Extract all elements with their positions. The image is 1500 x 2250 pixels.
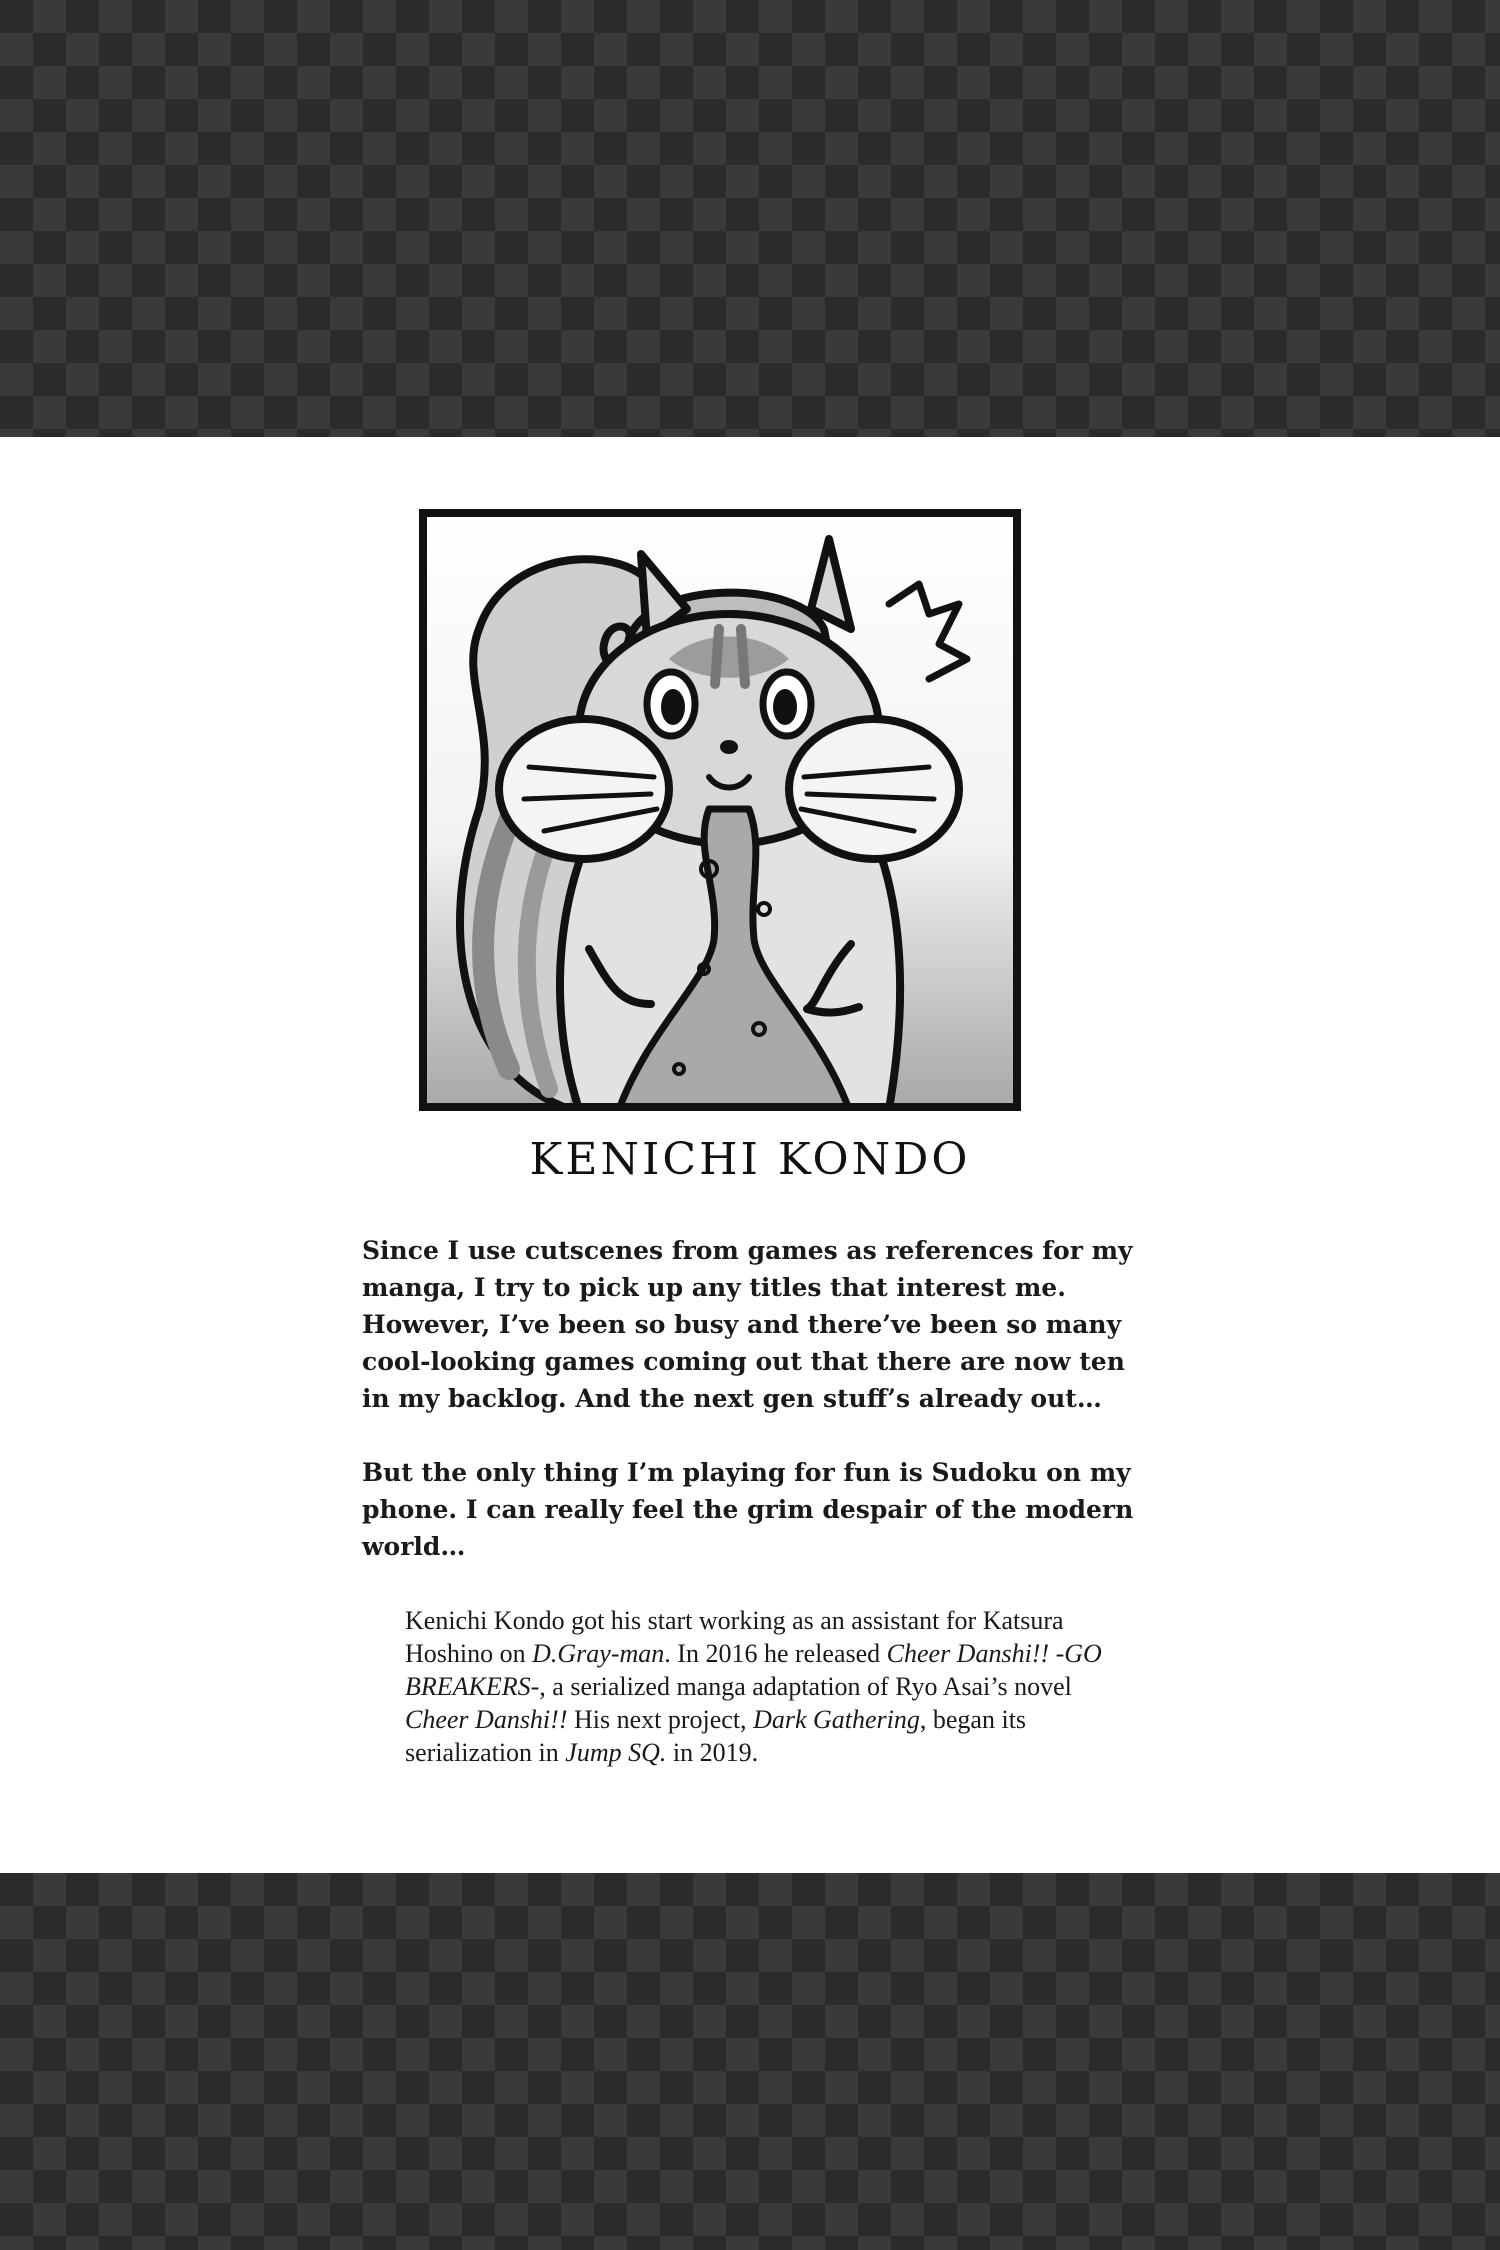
checkered-bottom-band bbox=[0, 1873, 1500, 2250]
bio-text-3: , a serialized manga adaptation of Ryo Asai’s novel bbox=[539, 1672, 1072, 1701]
bio-text-4: His next project, bbox=[567, 1705, 754, 1734]
message-paragraph-1: Since I use cutscenes from games as references for my manga, I try to pick up any titles that interest me. However, I’ve been so busy and there’ve been so many cool-looking games coming out that there are now ten in my backlog. And the next gen stuff’s already out… bbox=[362, 1236, 1133, 1413]
bio-title-jump-sq: Jump SQ. bbox=[565, 1738, 667, 1767]
author-bio bbox=[405, 1604, 1125, 1769]
author-message bbox=[362, 1232, 1142, 1565]
author-portrait bbox=[419, 509, 1021, 1111]
message-paragraph-2: But the only thing I’m playing for fun is Sudoku on my phone. I can really feel the grim despair of the modern world… bbox=[362, 1458, 1134, 1561]
author-name: KENICHI KONDO bbox=[529, 1134, 971, 1185]
bio-text-5: , began its serialization in bbox=[405, 1705, 1027, 1767]
bio-title-dgrayman: D.Gray-man bbox=[532, 1639, 665, 1668]
bio-text-2: . In 2016 he released bbox=[664, 1639, 887, 1668]
bio-title-dark-gathering: Dark Gathering bbox=[753, 1705, 920, 1734]
bio-text-1: Kenichi Kondo got his start working as an assistant for Katsura Hoshino on bbox=[405, 1606, 1064, 1668]
checkered-top-band bbox=[0, 0, 1500, 437]
bio-text-6: in 2019. bbox=[666, 1738, 759, 1767]
bio-title-cheer-danshi: Cheer Danshi!! bbox=[405, 1705, 568, 1734]
bio-title-cheer-danshi-go-breakers: Cheer Danshi!! -GO BREAKERS- bbox=[405, 1639, 1102, 1701]
squirrel-portrait-icon bbox=[419, 509, 1021, 1111]
